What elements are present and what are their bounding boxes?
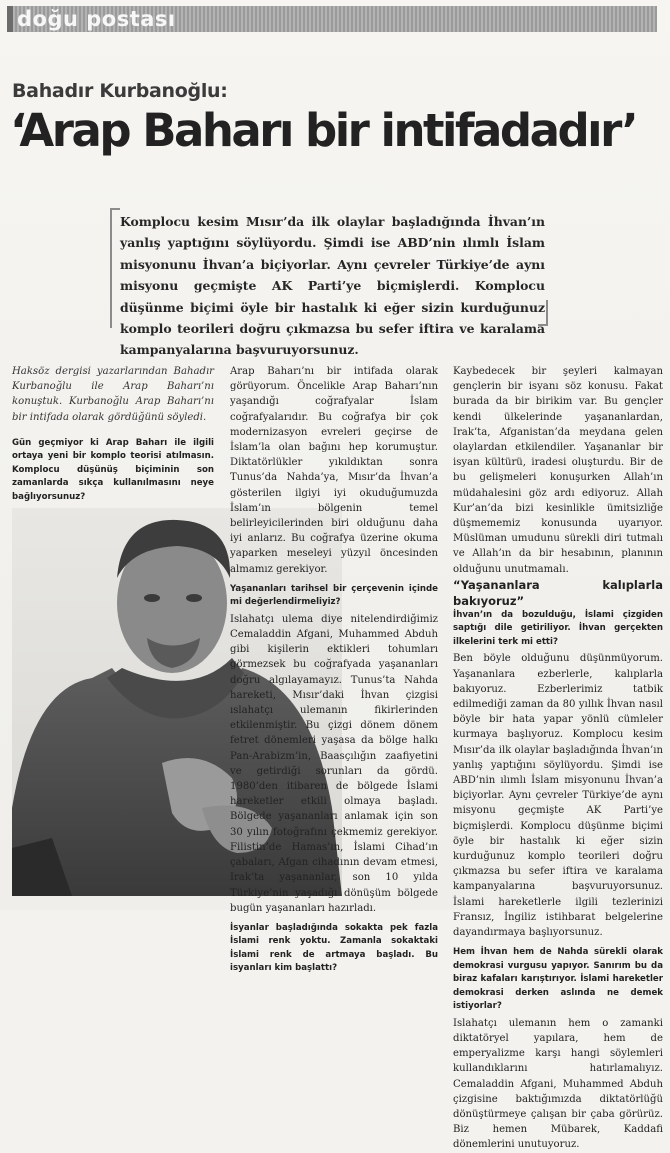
answer-3: Kaybedecek bir şeyleri kalmayan gençlerin bir isyanı söz konusu. Fakat burada da bir birikim var. Bu gençler kendi ülkelerinde yaşananlardan, Irak’ta, Afganistan’da meydana gelen olaylardan etkilendiler. Yaşananlar bir isyan kültürü, iradesi oluşturdu. Bir de bu gelişmeleri konuşurken Allah’ın müdahalesini göz ardı ediyoruz. Allah Kur’an’da bizi kesinlikle ümitsizliğe düşmememiz konusunda uyarıyor. Müslüman umudunu sürekli diri tutmalı ve Allah’ın da bir hesabının, planının olduğunu unutmamalı.	[453, 366, 663, 575]
column-2	[230, 364, 438, 976]
banner-tab	[7, 6, 13, 32]
answer-4: Ben böyle olduğunu düşünmüyorum. Yaşananlara ezberlerle, kalıplarla bakıyoruz. Ezberlerimiz tatbik edilmediği zaman da 80 yıllık İhvan nasıl böyle bir hata yapar yönlü cümleler kurmaya başlıyoruz. Komplocu kesim Mısır’da ilk olaylar başladığında İhvan’ın yanlış yaptığını söylüyordu. Şimdi ise ABD’nin ılımlı İslam misyonunu İhvan’a biçiyorlar. Aynı çevreler Türkiye’de aynı misyonu geçmişte AK Parti’ye biçmişlerdi. Komplocu düşünme biçimi öyle bir hastalık ki eğer sizin kurduğunuz komplo teorileri doğru çıkmazsa bu sefer iftira ve karalama kampanyalarına başvuruyorsunuz. İslami hareketlerle ilgili tezlerinizi Fransız, İngiliz istihbarat belgelerine dayandırmaya başlıyorsunuz.	[453, 653, 663, 938]
section-label: doğu postası	[17, 7, 176, 31]
intro-paragraph: Haksöz dergisi yazarlarından Bahadır Kurbanoğlu ile Arap Baharı’nı konuştuk. Kurbanoğlu Arap Baharı’nı bir intifada olarak gördüğünü söyledi.	[12, 366, 214, 423]
section-banner	[7, 6, 657, 32]
question-4: İhvan’ın da bozulduğu, İslami çizgiden saptığı dile getiriliyor. İhvan gerçekten ilkelerini terk mi etti?	[453, 609, 663, 647]
answer-2: Islahatçı ulema diye nitelendirdiğimiz Cemaladdin Afgani, Muhammed Abduh gibi kişilerin ektikleri tohumları görmezsek bu coğrafyada yaşananları doğru algılayamayız. Tunus’ta Nahda hareketi, Mısır’daki İhvan çizgisi ıslahatçı ulemanın fikirlerinden etkilenmiştir. Bu çizgi dönem dönem fetret dönemleri yaşasa da bölge halkı Pan-Arabizm’in, Baasçılığın zaafiyetini ve getirdiği sorunları da gördü. 1980’den itibaren de bölgede İslami hareketler etkili olmaya başladı. Bölgede yaşananları anlamak için son 30 yılın fotoğrafını çekmemiz gerekiyor. Filistin’de Hamas’ın, İslami Cihad’ın çabaları, Afgan cihadının devam etmesi, Irak’ta yaşananlar, son 10 yılda Türkiye’nin yaşadığı dönüşüm bölgede bugün yaşananları hazırladı.	[230, 613, 438, 914]
subheading: “Yaşananlara kalıplarla bakıyoruz”	[453, 577, 663, 608]
question-2: Yaşananları tarihsel bir çerçevenin içinde mi değerlendirmeliyiz?	[230, 583, 438, 608]
deck-bracket-left	[110, 208, 120, 328]
headline: ‘Arap Baharı bir intifadadır’	[10, 104, 637, 157]
question-3: İsyanlar başladığında sokakta pek fazla İslami renk yoktu. Zamanla sokaktaki İslami renk de artmaya başladı. Bu isyanları kim başlattı?	[230, 922, 438, 974]
answer-1-continued: Arap Baharı’nı bir intifada olarak görüyorum. Öncelikle Arap Baharı’nın yaşandığı coğrafyalar İslam coğrafyalarıdır. Bu coğrafya bir çok modernizasyon evreleri geçirse de İslam’la olan bağını hep korumuştur. Diktatörlükler yıkıldıktan sonra Tunus’da Nahda’ya, Mısır’da İhvan’a gösterilen ilgiyi iyi okuduğumuzda İslam’ın bölgenin temel belirleyicilerinden biri olduğunu daha iyi anlarız. Bu coğrafya üzerine okuma yaparken meseleyi yüzyıl öncesinden almamız gerekiyor.	[230, 366, 438, 575]
question-5: Hem İhvan hem de Nahda sürekli olarak demokrasi vurgusu yapıyor. Sanırım bu da biraz kafaları karıştırıyor. İslami hareketler demokrasi derken aslında ne demek istiyorlar?	[453, 947, 663, 1012]
deck-text: Komplocu kesim Mısır’da ilk olaylar başladığında İhvan’ın yanlış yaptığını söylüyordu. Şimdi ise ABD’nin ılımlı İslam misyonunu İhvan’a biçiyorlar. Aynı çevreler Türkiye’de aynı misyonu geçmişte AK Parti’ye biçmişlerdi. Komplocu düşünme biçimi öyle bir hastalık ki eğer sizin kurduğunuz komplo teorileri doğru çıkmazsa bu sefer iftira ve karalama kampanyalarına başvuruyorsunuz.	[120, 214, 545, 358]
deck-bracket-right	[538, 300, 548, 326]
answer-5: Islahatçı ulemanın hem o zamanki diktatöryel yapılara, hem de emperyalizme karşı hangi söylemleri kullandıklarını hatırlamalıyız. Cemaladdin Afgani, Muhammed Abduh çizgisine baktığımızda diktatörlüğü dönüştürmeye çalışan bir çaba görürüz. Biz hemen Mübarek, Kaddafi dönemlerini unutuyoruz.	[453, 1017, 663, 1151]
question-1: Gün geçmiyor ki Arap Baharı ile ilgili ortaya yeni bir komplo teorisi atılmasın. Komplocu düşünüş biçiminin son zamanlarda sıkça kullanılmasını neye bağlıyorsunuz?	[12, 437, 214, 502]
interviewee-name: Bahadır Kurbanoğlu:	[12, 80, 228, 102]
column-3	[453, 364, 663, 1153]
